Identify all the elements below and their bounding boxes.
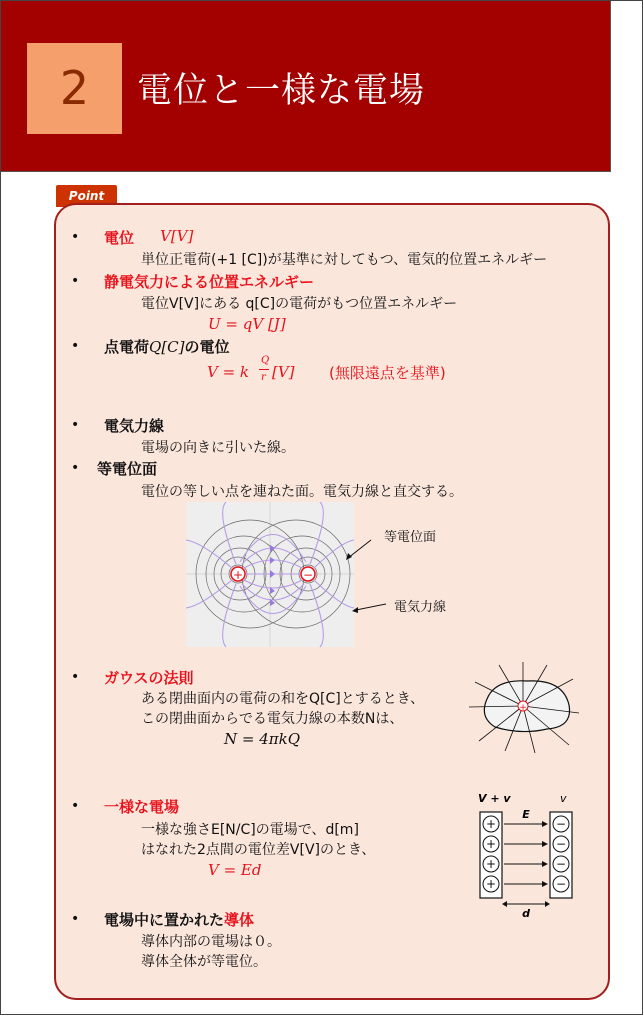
bullet: •: [71, 911, 80, 927]
item-formula-point-charge: V = k: [207, 363, 250, 381]
item-heading-uniform-field: 一様な電場: [104, 798, 180, 816]
item-formula-potential-energy: U = qV [J]: [208, 315, 286, 333]
bullet: •: [71, 460, 80, 476]
item-desc-conductor-2: 導体全体が等電位。: [141, 954, 267, 970]
formula-unit: [V]: [272, 363, 295, 381]
svg-text:+: +: [485, 837, 497, 851]
section-header: [1, 1, 611, 172]
item-desc-potential-energy: 電位V[V]にある q[C]の電荷がもつ位置エネルギー: [141, 296, 458, 312]
svg-text:+: +: [485, 817, 497, 831]
plate-label-left: V + v: [478, 792, 511, 805]
bullet: •: [71, 229, 80, 245]
item-heading-field-lines: 電気力線: [104, 417, 165, 435]
item-note-point-charge: (無限遠点を基準): [329, 364, 446, 382]
frac-denominator: r: [261, 372, 266, 383]
dipole-field-figure: [186, 502, 476, 650]
svg-text:−: −: [555, 857, 567, 871]
section-title: 電位と一様な電場: [137, 71, 426, 111]
item-heading-gauss: ガウスの法則: [104, 669, 194, 687]
uniform-field-arrows: [504, 824, 546, 884]
point-tag: Point: [56, 185, 117, 207]
bullet: •: [71, 273, 80, 289]
item-desc-uniform-2: はなれた2点間の電位差V[V]のとき、: [141, 842, 376, 858]
item-desc-uniform-1: 一様な強さE[N/C]の電場で、d[m]: [141, 822, 359, 838]
item-formula-uniform: V = Ed: [208, 861, 262, 879]
negative-sign: −: [302, 568, 314, 582]
section-number-box: [27, 43, 122, 134]
gauss-surface-figure: [465, 657, 585, 757]
field-line-label: 電気力線: [394, 600, 447, 615]
svg-text:+: +: [485, 877, 497, 891]
item-desc-field-lines: 電場の向きに引いた線。: [141, 440, 295, 456]
item-desc-potential: 単位正電荷(+1 [C])が基準に対してもつ、電気的位置エネルギー: [141, 252, 548, 268]
item-formula-gauss: N = 4πkQ: [224, 730, 301, 748]
bullet: •: [71, 798, 80, 814]
item-heading-potential: 電位: [104, 229, 135, 247]
plate-label-right: v: [560, 792, 567, 805]
equipotential-label: 等電位面: [384, 530, 437, 545]
bullet: •: [71, 417, 80, 433]
item-formula-potential: V[V]: [160, 227, 194, 245]
bullet: •: [71, 669, 80, 685]
item-heading-equipotential: 等電位面: [97, 460, 158, 478]
item-heading-potential-energy: 静電気力による位置エネルギー: [104, 273, 315, 291]
svg-text:+: +: [485, 857, 497, 871]
item-desc-conductor-1: 導体内部の電場は０。: [141, 934, 281, 950]
frac-numerator: Q: [261, 355, 270, 366]
svg-text:−: −: [555, 817, 567, 831]
item-desc-gauss-2: この閉曲面からでる電気力線の本数Nは、: [141, 711, 404, 727]
svg-text:−: −: [555, 837, 567, 851]
section-number: 2: [59, 61, 90, 115]
svg-text:−: −: [555, 877, 567, 891]
field-label: E: [522, 808, 530, 821]
item-heading-conductor: 電場中に置かれた導体: [104, 911, 255, 929]
positive-sign: +: [232, 568, 244, 582]
parallel-plate-figure: [470, 788, 590, 923]
item-heading-point-charge: 点電荷Q[C]の電位: [104, 338, 230, 356]
item-desc-gauss-1: ある閉曲面内の電荷の和をQ[C]とするとき、: [141, 691, 425, 707]
distance-label: d: [522, 907, 530, 920]
frac-bar: [259, 369, 269, 370]
item-desc-equipotential: 電位の等しい点を連ねた面。電気力線と直交する。: [141, 484, 463, 500]
gauss-charge-sign: +: [519, 703, 527, 713]
bullet: •: [71, 338, 80, 354]
